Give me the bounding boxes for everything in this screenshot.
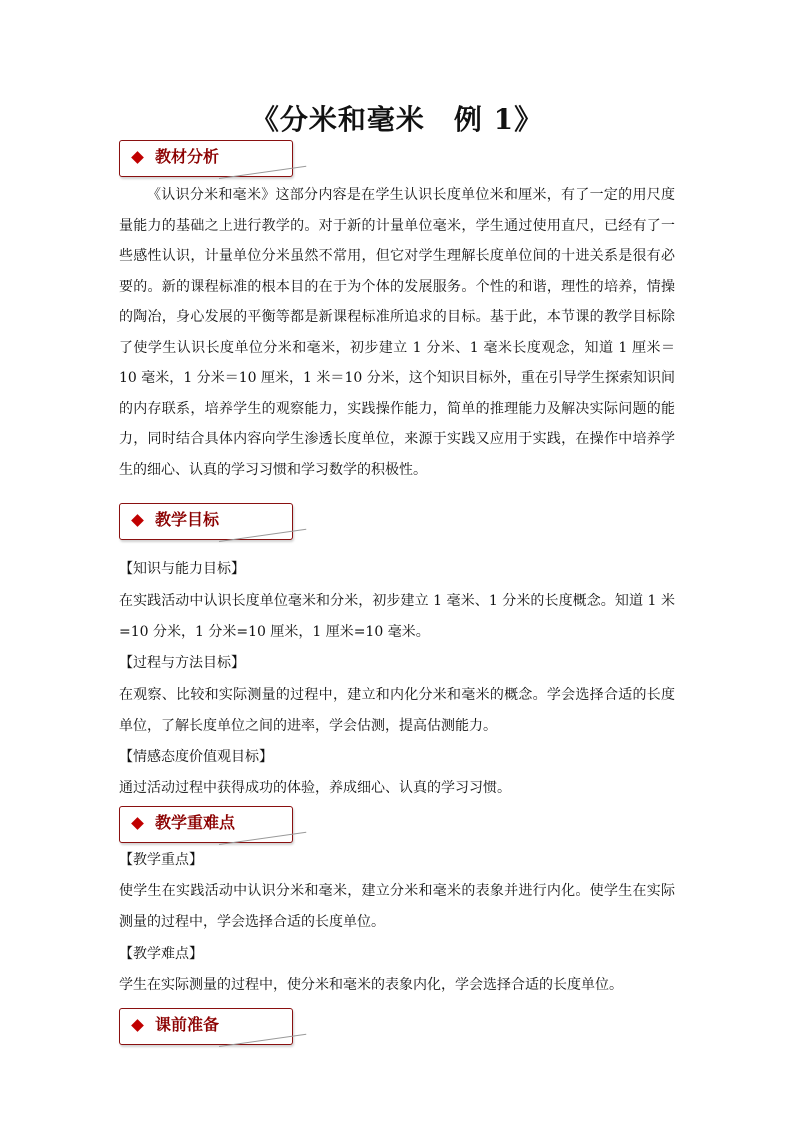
section-title: 课前准备 bbox=[155, 1015, 220, 1034]
difficulty-label: 【教学重点】 bbox=[119, 852, 203, 868]
difficulty-text: 使学生在实践活动中认识分米和毫米，建立分米和毫米的表象并进行内化。使学生在实际测量的过程中，学会选择合适的长度单位。 bbox=[119, 883, 675, 930]
section-heading-difficulties bbox=[119, 806, 307, 846]
section-heading-preparation bbox=[119, 1008, 307, 1048]
goal-label: 【知识与能力目标】 bbox=[119, 561, 245, 577]
section-heading-goals bbox=[119, 503, 307, 543]
section-heading-analysis bbox=[119, 140, 307, 180]
analysis-paragraph: 《认识分米和毫米》这部分内容是在学生认识长度单位米和厘米，有了一定的用尺度量能力的基础之上进行教学的。对于新的计量单位毫米，学生通过使用直尺，已经有了一些感性认识，计量单位分米虽然不常用，但它对学生理解长度单位间的十进关系是很有必要的。新的课程标准的根本目的在于为个体的发展服务。个性的和谐，理性的培养，情操的陶冶，身心发展的平衡等都是新课程标准所追求的目标。基于此，本节课的教学目标除了使学生认识长度单位分米和毫米，初步建立 1 分米、1 毫米长度观念，知道 1 厘米＝10 毫米，1 分米＝10 厘米，1 米＝10 分米，这个知识目标外，重在引导学生探索知识间的内存联系，培养学生的观察能力，实践操作能力，简单的推理能力及解决实际问题的能力，同时结合具体内容向学生渗透长度单位，来源于实践又应用于实践，在操作中培养学生的细心、认真的学习习惯和学习数学的积极性。 bbox=[119, 187, 675, 478]
difficulty-label: 【教学难点】 bbox=[119, 946, 203, 962]
goal-label: 【过程与方法目标】 bbox=[119, 655, 245, 671]
section-title: 教学重难点 bbox=[155, 813, 236, 832]
difficulty-text: 学生在实际测量的过程中，使分米和毫米的表象内化，学会选择合适的长度单位。 bbox=[119, 977, 623, 993]
page-title: 《分米和毫米 例 1》 bbox=[250, 103, 544, 136]
goal-text: 通过活动过程中获得成功的体验，养成细心、认真的学习习惯。 bbox=[119, 780, 511, 796]
goal-label: 【情感态度价值观目标】 bbox=[119, 749, 273, 765]
goal-text: 在观察、比较和实际测量的过程中，建立和内化分米和毫米的概念。学会选择合适的长度单位，了解长度单位之间的进率，学会估测，提高估测能力。 bbox=[119, 687, 675, 734]
section-title: 教材分析 bbox=[155, 147, 220, 166]
goal-text: 在实践活动中认识长度单位毫米和分米，初步建立 1 毫米、1 分米的长度概念。知道 1 米=10 分米，1 分米=10 厘米，1 厘米=10 毫米。 bbox=[119, 593, 675, 640]
section-title: 教学目标 bbox=[155, 510, 220, 529]
